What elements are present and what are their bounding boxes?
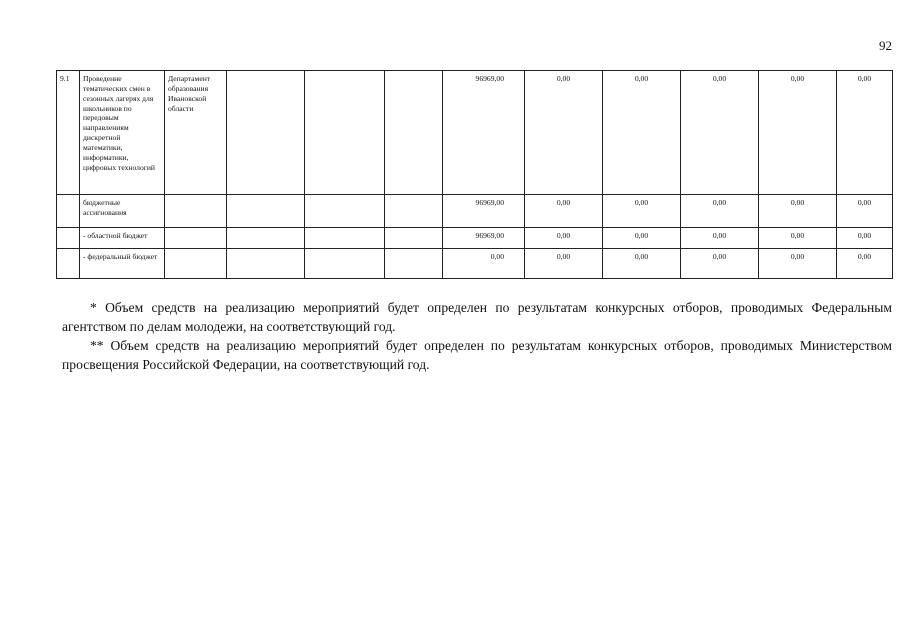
empty-cell [227,249,305,279]
row-number [57,249,80,279]
year-value: 0,00 [759,195,837,228]
footnotes [62,298,892,374]
year-value: 0,00 [837,249,893,279]
year-value: 0,00 [681,249,759,279]
funding-source: - областной бюджет [80,228,165,249]
executor [165,195,227,228]
row-number [57,195,80,228]
empty-cell [227,71,305,195]
year-value: 0,00 [603,249,681,279]
year-value: 0,00 [681,228,759,249]
year-value: 0,00 [759,228,837,249]
footnote: ** Объем средств на реализацию мероприятий будет определен по результатам конкурсных отборов, проводимых Министерством просвещения Российской Федерации, на соответствующий год. [62,338,892,372]
year-value: 0,00 [525,228,603,249]
year-value: 0,00 [681,195,759,228]
footnote: * Объем средств на реализацию мероприятий будет определен по результатам конкурсных отборов, проводимых Федеральным агентством по делам молодежи, на соответствующий год. [62,300,892,334]
year-value: 0,00 [759,249,837,279]
executor [165,249,227,279]
budget-table [56,70,893,279]
page-number: 92 [879,38,892,53]
executor [165,228,227,249]
total-value: 96969,00 [443,71,525,195]
empty-cell [305,195,385,228]
year-value: 0,00 [525,195,603,228]
total-value: 0,00 [443,249,525,279]
year-value: 0,00 [681,71,759,195]
year-value: 0,00 [603,195,681,228]
empty-cell [385,71,443,195]
table-row [57,195,893,228]
row-number: 9.1 [57,71,80,195]
row-number [57,228,80,249]
empty-cell [227,228,305,249]
total-value: 96969,00 [443,195,525,228]
year-value: 0,00 [525,249,603,279]
year-value: 0,00 [525,71,603,195]
total-value: 96969,00 [443,228,525,249]
year-value: 0,00 [837,228,893,249]
empty-cell [385,195,443,228]
table-row [57,249,893,279]
empty-cell [227,195,305,228]
executor: Департамент образования Ивановской области [165,71,227,195]
empty-cell [305,71,385,195]
event-name: Проведение тематических смен в сезонных лагерях для школьников по передовым направлениям дискретной математики, информатики, цифровых технологий [80,71,165,195]
table-row [57,228,893,249]
year-value: 0,00 [837,71,893,195]
year-value: 0,00 [603,71,681,195]
funding-source: - федеральный бюджет [80,249,165,279]
year-value: 0,00 [603,228,681,249]
empty-cell [385,228,443,249]
empty-cell [305,228,385,249]
funding-source: бюджетные ассигнования [80,195,165,228]
empty-cell [305,249,385,279]
empty-cell [385,249,443,279]
year-value: 0,00 [759,71,837,195]
table-row [57,71,893,195]
year-value: 0,00 [837,195,893,228]
